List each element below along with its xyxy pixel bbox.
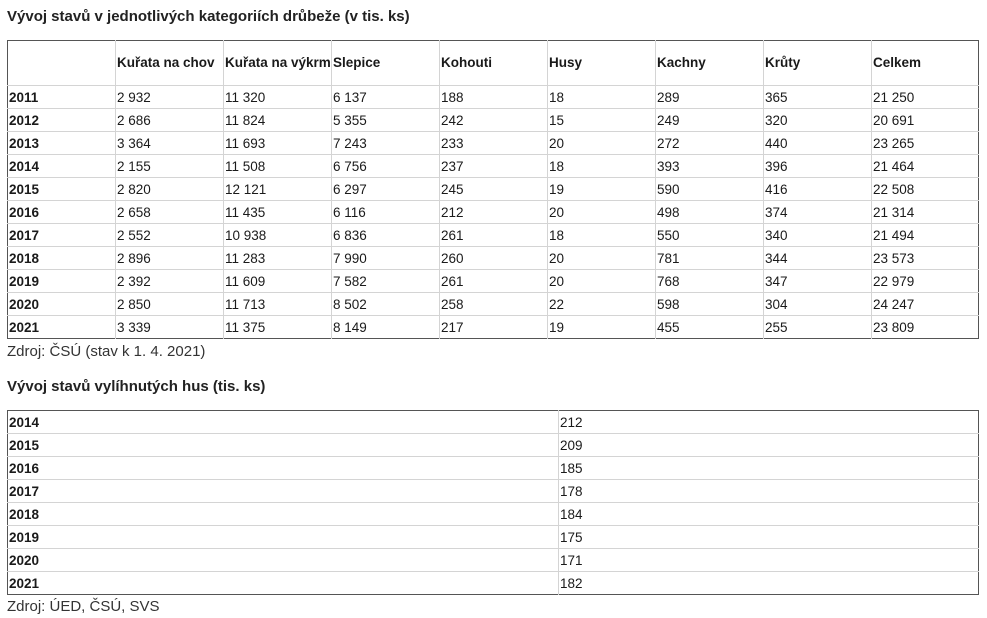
table-cell: 217 (440, 316, 548, 339)
table-cell: 272 (656, 132, 764, 155)
table-row (8, 155, 979, 178)
table-cell: 340 (764, 224, 872, 247)
table-cell: 5 355 (332, 109, 440, 132)
column-header: Kohouti (440, 41, 548, 86)
table-row (8, 457, 979, 480)
row-year: 2016 (8, 457, 559, 480)
table-cell: 455 (656, 316, 764, 339)
row-year: 2020 (8, 293, 116, 316)
table-cell: 11 320 (224, 86, 332, 109)
table-cell: 416 (764, 178, 872, 201)
table-cell: 393 (656, 155, 764, 178)
table-cell: 178 (559, 480, 979, 503)
table-cell: 11 693 (224, 132, 332, 155)
table-row (8, 411, 979, 434)
column-header: Slepice (332, 41, 440, 86)
table-cell: 175 (559, 526, 979, 549)
row-year: 2018 (8, 247, 116, 270)
table-row (8, 178, 979, 201)
row-year: 2017 (8, 480, 559, 503)
table-row (8, 270, 979, 293)
table-cell: 255 (764, 316, 872, 339)
table-cell: 23 809 (872, 316, 979, 339)
row-year: 2015 (8, 178, 116, 201)
table-cell: 2 896 (116, 247, 224, 270)
table-cell: 24 247 (872, 293, 979, 316)
table-cell: 498 (656, 201, 764, 224)
table-cell: 10 938 (224, 224, 332, 247)
table-row (8, 316, 979, 339)
row-year: 2014 (9, 414, 40, 430)
table-cell: 7 990 (332, 247, 440, 270)
table-cell: 347 (764, 270, 872, 293)
table-cell: 2 850 (116, 293, 224, 316)
table-cell: 320 (764, 109, 872, 132)
table-row (8, 293, 979, 316)
table-cell: 2 932 (116, 86, 224, 109)
table-cell: 11 824 (224, 109, 332, 132)
table-cell: 185 (559, 457, 979, 480)
table-cell: 11 283 (224, 247, 332, 270)
row-year: 2012 (8, 109, 116, 132)
table-cell: 768 (656, 270, 764, 293)
table-cell: 20 691 (872, 109, 979, 132)
table-cell: 2 155 (116, 155, 224, 178)
table-cell: 22 979 (872, 270, 979, 293)
column-header: Husy (548, 41, 656, 86)
table-cell: 11 713 (224, 293, 332, 316)
table-row (8, 526, 979, 549)
table-row (8, 201, 979, 224)
table-cell: 171 (559, 549, 979, 572)
table-row (8, 434, 979, 457)
table-cell: 15 (548, 109, 656, 132)
table-row (8, 132, 979, 155)
table-cell: 6 116 (332, 201, 440, 224)
hatched-geese-table (7, 410, 979, 595)
table-cell: 12 121 (224, 178, 332, 201)
row-year: 2014 (8, 155, 116, 178)
table-title-hatched-geese: Vývoj stavů vylíhnutých hus (tis. ks) (7, 378, 266, 395)
table-cell: 20 (548, 270, 656, 293)
table-cell: 11 375 (224, 316, 332, 339)
table-cell: 304 (764, 293, 872, 316)
table-cell: 18 (548, 86, 656, 109)
table-cell: 18 (548, 224, 656, 247)
table-cell: 781 (656, 247, 764, 270)
table-cell: 289 (656, 86, 764, 109)
poultry-categories-table (7, 40, 979, 339)
table-row (8, 503, 979, 526)
table-cell: 374 (764, 201, 872, 224)
row-year: 2020 (8, 549, 559, 572)
table-cell: 20 (548, 201, 656, 224)
table-cell: 2 658 (116, 201, 224, 224)
table-cell: 11 609 (224, 270, 332, 293)
table-cell: 19 (548, 316, 656, 339)
table-cell: 242 (440, 109, 548, 132)
table-cell: 20 (548, 132, 656, 155)
table-cell: 590 (656, 178, 764, 201)
table-title-poultry-categories: Vývoj stavů v jednotlivých kategoriích drůbeže (v tis. ks) (7, 8, 410, 25)
table-row (8, 224, 979, 247)
table-cell: 261 (440, 224, 548, 247)
table-row (8, 247, 979, 270)
table-header (8, 41, 979, 86)
table-row (8, 572, 979, 595)
row-year: 2015 (8, 434, 559, 457)
table-cell: 6 297 (332, 178, 440, 201)
row-year: 2017 (8, 224, 116, 247)
table-cell: 184 (559, 503, 979, 526)
table-cell: 440 (764, 132, 872, 155)
table-cell: 19 (548, 178, 656, 201)
row-year: 2021 (8, 316, 116, 339)
table-cell: 18 (548, 155, 656, 178)
table-cell: 21 494 (872, 224, 979, 247)
table-cell: 188 (440, 86, 548, 109)
column-header: Krůty (764, 41, 872, 86)
table-cell: 3 339 (116, 316, 224, 339)
table-cell: 6 756 (332, 155, 440, 178)
table-cell: 396 (764, 155, 872, 178)
table-cell: 21 250 (872, 86, 979, 109)
table-cell: 237 (440, 155, 548, 178)
table-cell: 11 508 (224, 155, 332, 178)
table-cell: 6 137 (332, 86, 440, 109)
table-cell: 23 573 (872, 247, 979, 270)
table-cell: 2 392 (116, 270, 224, 293)
column-header: Celkem (872, 41, 979, 86)
table-cell: 11 435 (224, 201, 332, 224)
row-year: 2021 (8, 572, 559, 595)
table-cell: 2 552 (116, 224, 224, 247)
table-cell: 182 (559, 572, 979, 595)
column-header: Kuřata na výkrm (224, 41, 332, 86)
row-year: 2011 (8, 86, 116, 109)
row-year: 2016 (8, 201, 116, 224)
table-cell: 21 464 (872, 155, 979, 178)
column-header (8, 41, 116, 86)
table-cell: 22 508 (872, 178, 979, 201)
table-source-note: Zdroj: ÚED, ČSÚ, SVS (7, 598, 160, 615)
table-cell: 245 (440, 178, 548, 201)
table-source-note: Zdroj: ČSÚ (stav k 1. 4. 2021) (7, 343, 206, 360)
table-cell: 20 (548, 247, 656, 270)
table-cell: 212 (440, 201, 548, 224)
table-cell: 598 (656, 293, 764, 316)
row-year: 2019 (8, 270, 116, 293)
table-cell: 2 820 (116, 178, 224, 201)
table-row (8, 86, 979, 109)
table-cell: 22 (548, 293, 656, 316)
row-year: 2019 (8, 526, 559, 549)
table-cell: 344 (764, 247, 872, 270)
table-cell: 3 364 (116, 132, 224, 155)
table-cell: 365 (764, 86, 872, 109)
table-cell: 23 265 (872, 132, 979, 155)
table-cell: 233 (440, 132, 548, 155)
column-header: Kuřata na chov (116, 41, 224, 86)
table-cell: 21 314 (872, 201, 979, 224)
table-body (8, 411, 979, 595)
row-year: 2018 (8, 503, 559, 526)
table-cell: 261 (440, 270, 548, 293)
table-cell: 6 836 (332, 224, 440, 247)
table-cell: 249 (656, 109, 764, 132)
table-row (8, 109, 979, 132)
table-body (8, 86, 979, 339)
table-cell: 260 (440, 247, 548, 270)
table-cell: 209 (559, 434, 979, 457)
column-header: Kachny (656, 41, 764, 86)
table-cell: 258 (440, 293, 548, 316)
table-cell: 7 243 (332, 132, 440, 155)
table-row (8, 480, 979, 503)
table-row (8, 549, 979, 572)
table-cell: 550 (656, 224, 764, 247)
table-cell: 212 (559, 411, 979, 434)
table-cell: 2 686 (116, 109, 224, 132)
row-year: 2013 (8, 132, 116, 155)
table-cell: 8 149 (332, 316, 440, 339)
table-cell: 8 502 (332, 293, 440, 316)
table-cell: 7 582 (332, 270, 440, 293)
